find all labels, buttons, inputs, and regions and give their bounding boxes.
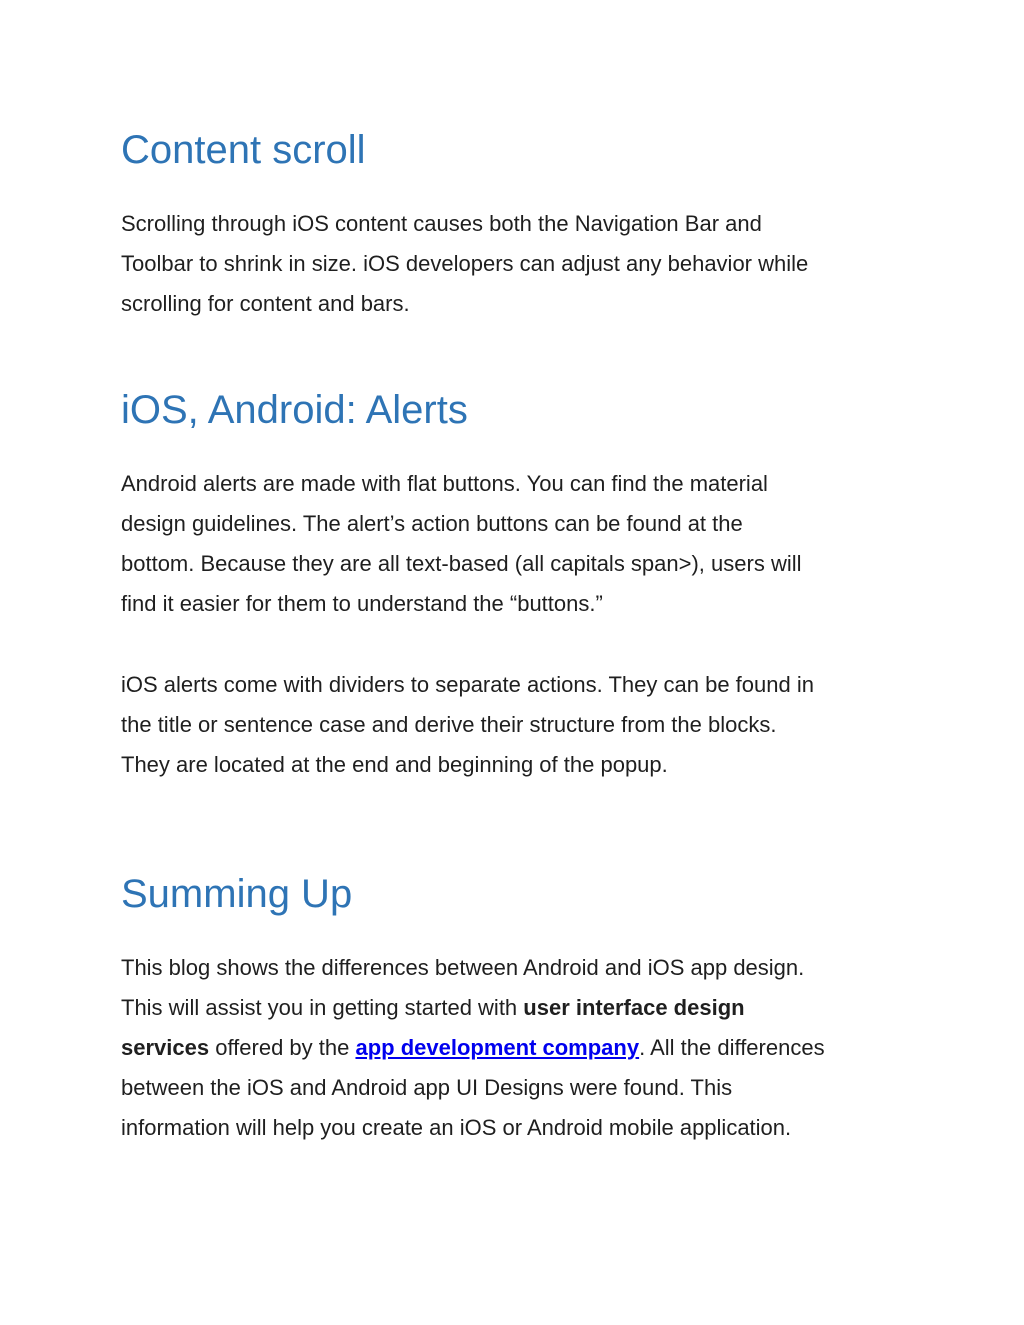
section-heading-alerts: iOS, Android: Alerts: [121, 388, 468, 432]
text-line: between the iOS and Android app UI Designs were found. This: [121, 1075, 733, 1100]
inline-text: offered by the: [209, 1035, 356, 1060]
text-line: bottom. Because they are all text-based (all capitals span>), users will: [121, 551, 802, 576]
text-line: [121, 988, 901, 1028]
text-line: They are located at the end and beginning of the popup.: [121, 752, 668, 777]
inline-text: . All the differences: [639, 1035, 825, 1060]
app-development-company-link[interactable]: app development company: [355, 1035, 640, 1060]
paragraph-ios-alerts: [121, 665, 901, 785]
paragraph-content-scroll: [121, 204, 901, 324]
text-line: the title or sentence case and derive their structure from the blocks.: [121, 712, 777, 737]
paragraph-android-alerts: [121, 464, 901, 624]
text-line: find it easier for them to understand the “buttons.”: [121, 591, 603, 616]
text-line: scrolling for content and bars.: [121, 291, 410, 316]
text-line: Scrolling through iOS content causes both the Navigation Bar and: [121, 211, 762, 236]
section-heading-summing-up: Summing Up: [121, 872, 353, 916]
text-line: This blog shows the differences between Android and iOS app design.: [121, 955, 805, 980]
text-line: Android alerts are made with flat buttons. You can find the material: [121, 471, 768, 496]
text-line: design guidelines. The alert’s action buttons can be found at the: [121, 511, 743, 536]
bold-phrase: services: [121, 1035, 210, 1060]
paragraph-summing-up: [121, 948, 901, 1148]
text-line: [121, 1028, 901, 1068]
inline-text: This will assist you in getting started with: [121, 995, 524, 1020]
text-line: iOS alerts come with dividers to separate actions. They can be found in: [121, 672, 814, 697]
text-line: information will help you create an iOS or Android mobile application.: [121, 1115, 792, 1140]
bold-phrase: user interface design: [523, 995, 745, 1020]
text-line: Toolbar to shrink in size. iOS developers can adjust any behavior while: [121, 251, 809, 276]
section-heading-content-scroll: Content scroll: [121, 128, 366, 172]
